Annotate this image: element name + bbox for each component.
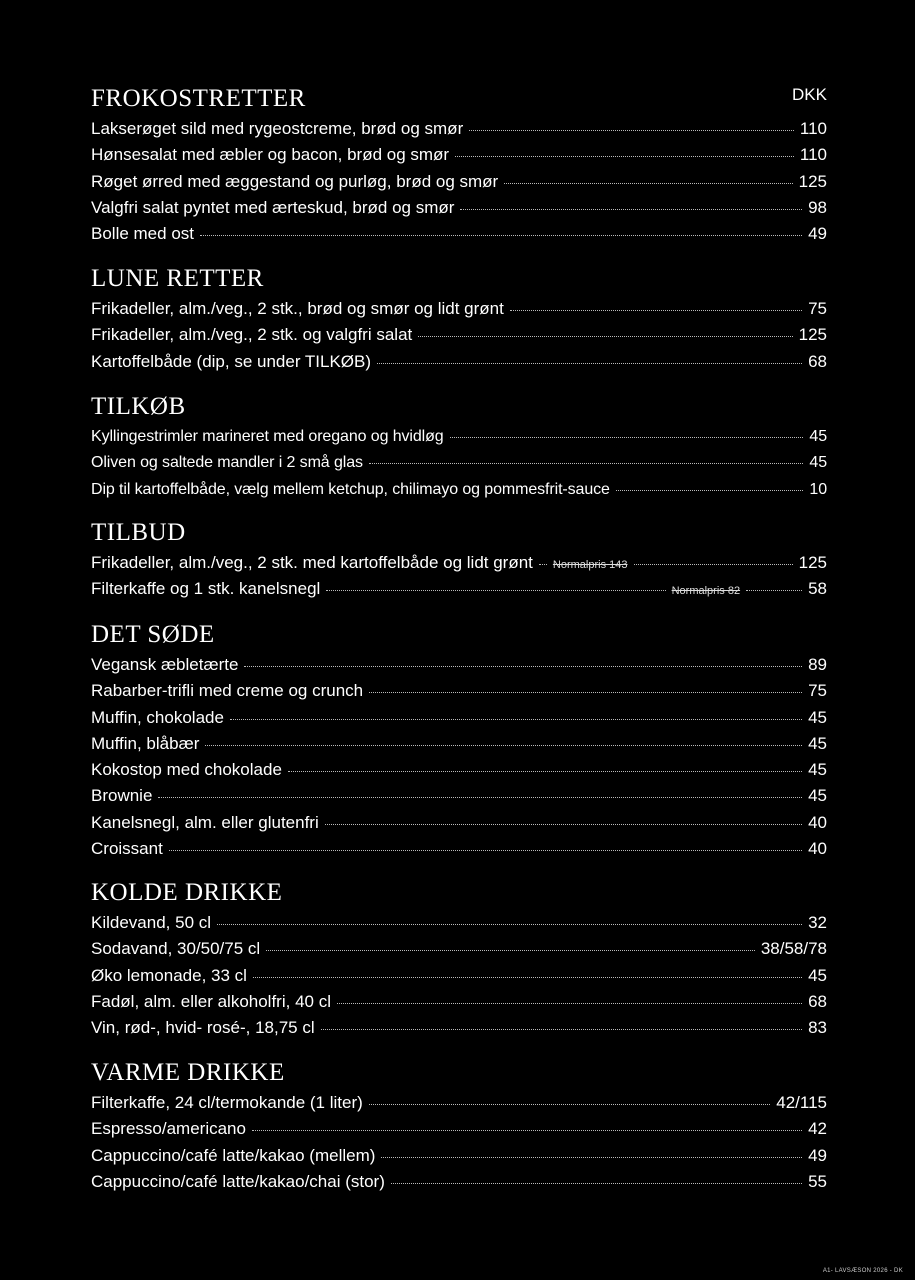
item-price: 75 bbox=[808, 681, 827, 701]
item-name: Frikadeller, alm./veg., 2 stk., brød og smør og lidt grønt bbox=[91, 299, 504, 318]
menu-item bbox=[91, 450, 827, 476]
item-name: Vin, rød-, hvid- rosé-, 18,75 cl bbox=[91, 1018, 315, 1038]
section-varme-drikke bbox=[91, 1056, 827, 1195]
menu-item bbox=[91, 550, 827, 576]
item-price: 125 bbox=[798, 325, 827, 345]
menu-item bbox=[91, 810, 827, 836]
item-price: 45 bbox=[808, 707, 827, 727]
dot-leader bbox=[746, 589, 802, 591]
menu-item bbox=[91, 322, 827, 348]
item-name: Hønsesalat med æbler og bacon, brød og smør bbox=[91, 145, 450, 165]
dot-leader bbox=[158, 796, 802, 798]
dot-leader bbox=[169, 849, 802, 851]
dot-leader bbox=[244, 665, 802, 667]
item-name: Sodavand, 30/50/75 cl bbox=[91, 939, 261, 959]
item-price: 110 bbox=[799, 119, 827, 138]
dot-leader bbox=[450, 436, 804, 438]
item-name: Croissant bbox=[91, 839, 163, 859]
dot-leader bbox=[266, 949, 755, 951]
item-price: 98 bbox=[808, 197, 827, 217]
dot-leader bbox=[205, 744, 802, 746]
item-name: Brownie bbox=[91, 786, 153, 806]
dot-leader bbox=[539, 563, 547, 565]
item-price: 83 bbox=[808, 1018, 827, 1038]
dot-leader bbox=[337, 1002, 802, 1004]
normal-price-note: Normalpris 82 bbox=[671, 585, 741, 598]
section-title: TILKØB bbox=[91, 393, 186, 420]
menu-item bbox=[91, 1015, 827, 1041]
currency-label: DKK bbox=[792, 85, 827, 104]
section-title: FROKOSTRETTER bbox=[91, 85, 306, 112]
item-price: 45 bbox=[808, 733, 827, 753]
footer-version: A1- LAVSÆSON 2026 - DK bbox=[822, 1268, 903, 1274]
item-name: Fadøl, alm. eller alkoholfri, 40 cl bbox=[91, 991, 331, 1011]
section-title: LUNE RETTER bbox=[91, 265, 264, 292]
item-price: 38/58/78 bbox=[760, 939, 827, 959]
item-name: Frikadeller, alm./veg., 2 stk. og valgfri salat bbox=[91, 325, 413, 345]
item-name: Øko lemonade, 33 cl bbox=[91, 965, 247, 985]
item-name: Vegansk æbletærte bbox=[91, 655, 239, 674]
section-lune-retter bbox=[91, 262, 827, 375]
menu-item bbox=[91, 142, 827, 168]
item-price: 45 bbox=[809, 454, 827, 472]
item-price: 68 bbox=[808, 991, 827, 1011]
item-price: 40 bbox=[808, 812, 827, 832]
menu-item bbox=[91, 783, 827, 809]
item-price: 55 bbox=[808, 1171, 827, 1191]
item-price: 45 bbox=[808, 786, 827, 806]
item-price: 45 bbox=[808, 965, 827, 985]
dot-leader bbox=[510, 309, 802, 311]
menu-item bbox=[91, 910, 827, 936]
item-price: 125 bbox=[798, 171, 827, 191]
item-name: Kanelsnegl, alm. eller glutenfri bbox=[91, 812, 319, 832]
menu-item bbox=[91, 169, 827, 195]
section-title: VARME DRIKKE bbox=[91, 1059, 285, 1086]
menu-item bbox=[91, 1143, 827, 1169]
menu-item bbox=[91, 1090, 827, 1116]
menu-item bbox=[91, 1116, 827, 1142]
dot-leader bbox=[200, 234, 802, 236]
menu-item bbox=[91, 936, 827, 962]
section-title: DET SØDE bbox=[91, 621, 215, 648]
item-name: Filterkaffe og 1 stk. kanelsnegl bbox=[91, 579, 321, 599]
section-title: TILBUD bbox=[91, 519, 186, 546]
item-name: Muffin, chokolade bbox=[91, 707, 224, 727]
menu-item bbox=[91, 116, 827, 142]
menu-item bbox=[91, 1169, 827, 1195]
menu-item bbox=[91, 705, 827, 731]
item-name: Frikadeller, alm./veg., 2 stk. med kartoffelbåde og lidt grønt bbox=[91, 553, 533, 572]
item-name: Filterkaffe, 24 cl/termokande (1 liter) bbox=[91, 1093, 363, 1112]
item-name: Oliven og saltede mandler i 2 små glas bbox=[91, 454, 363, 472]
section-tilkob bbox=[91, 390, 827, 503]
item-name: Kildevand, 50 cl bbox=[91, 913, 212, 932]
menu-item bbox=[91, 195, 827, 221]
menu-item bbox=[91, 731, 827, 757]
item-price: 45 bbox=[809, 428, 827, 445]
menu-item bbox=[91, 963, 827, 989]
item-name: Muffin, blåbær bbox=[91, 733, 200, 753]
item-price: 45 bbox=[808, 760, 827, 780]
item-name: Bolle med ost bbox=[91, 224, 194, 244]
menu-item bbox=[91, 424, 827, 450]
item-price: 58 bbox=[808, 579, 827, 599]
dot-leader bbox=[616, 489, 804, 491]
item-price: 49 bbox=[808, 224, 827, 244]
item-name: Espresso/americano bbox=[91, 1119, 246, 1139]
dot-leader bbox=[455, 155, 794, 157]
section-det-sode bbox=[91, 618, 827, 862]
item-price: 125 bbox=[798, 553, 827, 572]
item-price: 49 bbox=[808, 1145, 827, 1165]
section-frokostretter bbox=[91, 82, 827, 247]
dot-leader bbox=[253, 976, 802, 978]
menu-item bbox=[91, 477, 827, 503]
dot-leader bbox=[326, 589, 665, 591]
normal-price-note: Normalpris 143 bbox=[552, 559, 628, 571]
menu-item bbox=[91, 221, 827, 247]
item-name: Dip til kartoffelbåde, vælg mellem ketchup, chilimayo og pommesfrit-sauce bbox=[91, 480, 610, 498]
item-price: 75 bbox=[808, 299, 827, 318]
dot-leader bbox=[634, 563, 793, 565]
item-name: Kokostop med chokolade bbox=[91, 760, 282, 780]
item-price: 40 bbox=[808, 839, 827, 859]
item-price: 10 bbox=[809, 480, 827, 498]
menu-item bbox=[91, 678, 827, 704]
dot-leader bbox=[217, 923, 802, 925]
section-title: KOLDE DRIKKE bbox=[91, 879, 283, 906]
dot-leader bbox=[325, 823, 802, 825]
dot-leader bbox=[377, 362, 802, 364]
menu-item bbox=[91, 296, 827, 322]
item-name: Røget ørred med æggestand og purløg, brød og smør bbox=[91, 171, 499, 191]
dot-leader bbox=[504, 182, 792, 184]
menu-item bbox=[91, 836, 827, 862]
item-name: Valgfri salat pyntet med ærteskud, brød og smør bbox=[91, 197, 455, 217]
item-price: 42 bbox=[808, 1119, 827, 1139]
dot-leader bbox=[381, 1156, 802, 1158]
dot-leader bbox=[230, 718, 802, 720]
item-name: Kyllingestrimler marineret med oregano og hvidløg bbox=[91, 428, 444, 445]
dot-leader bbox=[369, 1103, 770, 1105]
dot-leader bbox=[460, 208, 802, 210]
item-name: Lakserøget sild med rygeostcreme, brød og smør bbox=[91, 119, 464, 138]
item-price: 32 bbox=[808, 913, 827, 932]
section-kolde-drikke bbox=[91, 876, 827, 1041]
dot-leader bbox=[391, 1182, 802, 1184]
item-name: Rabarber-trifli med creme og crunch bbox=[91, 681, 364, 701]
dot-leader bbox=[418, 335, 792, 337]
menu-item bbox=[91, 349, 827, 375]
section-tilbud bbox=[91, 516, 827, 603]
dot-leader bbox=[369, 462, 803, 464]
dot-leader bbox=[469, 129, 794, 131]
menu-item bbox=[91, 757, 827, 783]
dot-leader bbox=[252, 1129, 802, 1131]
item-name: Kartoffelbåde (dip, se under TILKØB) bbox=[91, 351, 372, 371]
dot-leader bbox=[321, 1028, 802, 1030]
dot-leader bbox=[369, 691, 802, 693]
item-price: 89 bbox=[808, 655, 827, 674]
dot-leader bbox=[288, 770, 802, 772]
item-price: 68 bbox=[808, 351, 827, 371]
item-price: 42/115 bbox=[776, 1093, 827, 1112]
item-price: 110 bbox=[799, 145, 827, 165]
menu-item bbox=[91, 576, 827, 602]
menu-item bbox=[91, 652, 827, 678]
item-name: Cappuccino/café latte/kakao (mellem) bbox=[91, 1145, 376, 1165]
item-name: Cappuccino/café latte/kakao/chai (stor) bbox=[91, 1171, 385, 1191]
menu-item bbox=[91, 989, 827, 1015]
